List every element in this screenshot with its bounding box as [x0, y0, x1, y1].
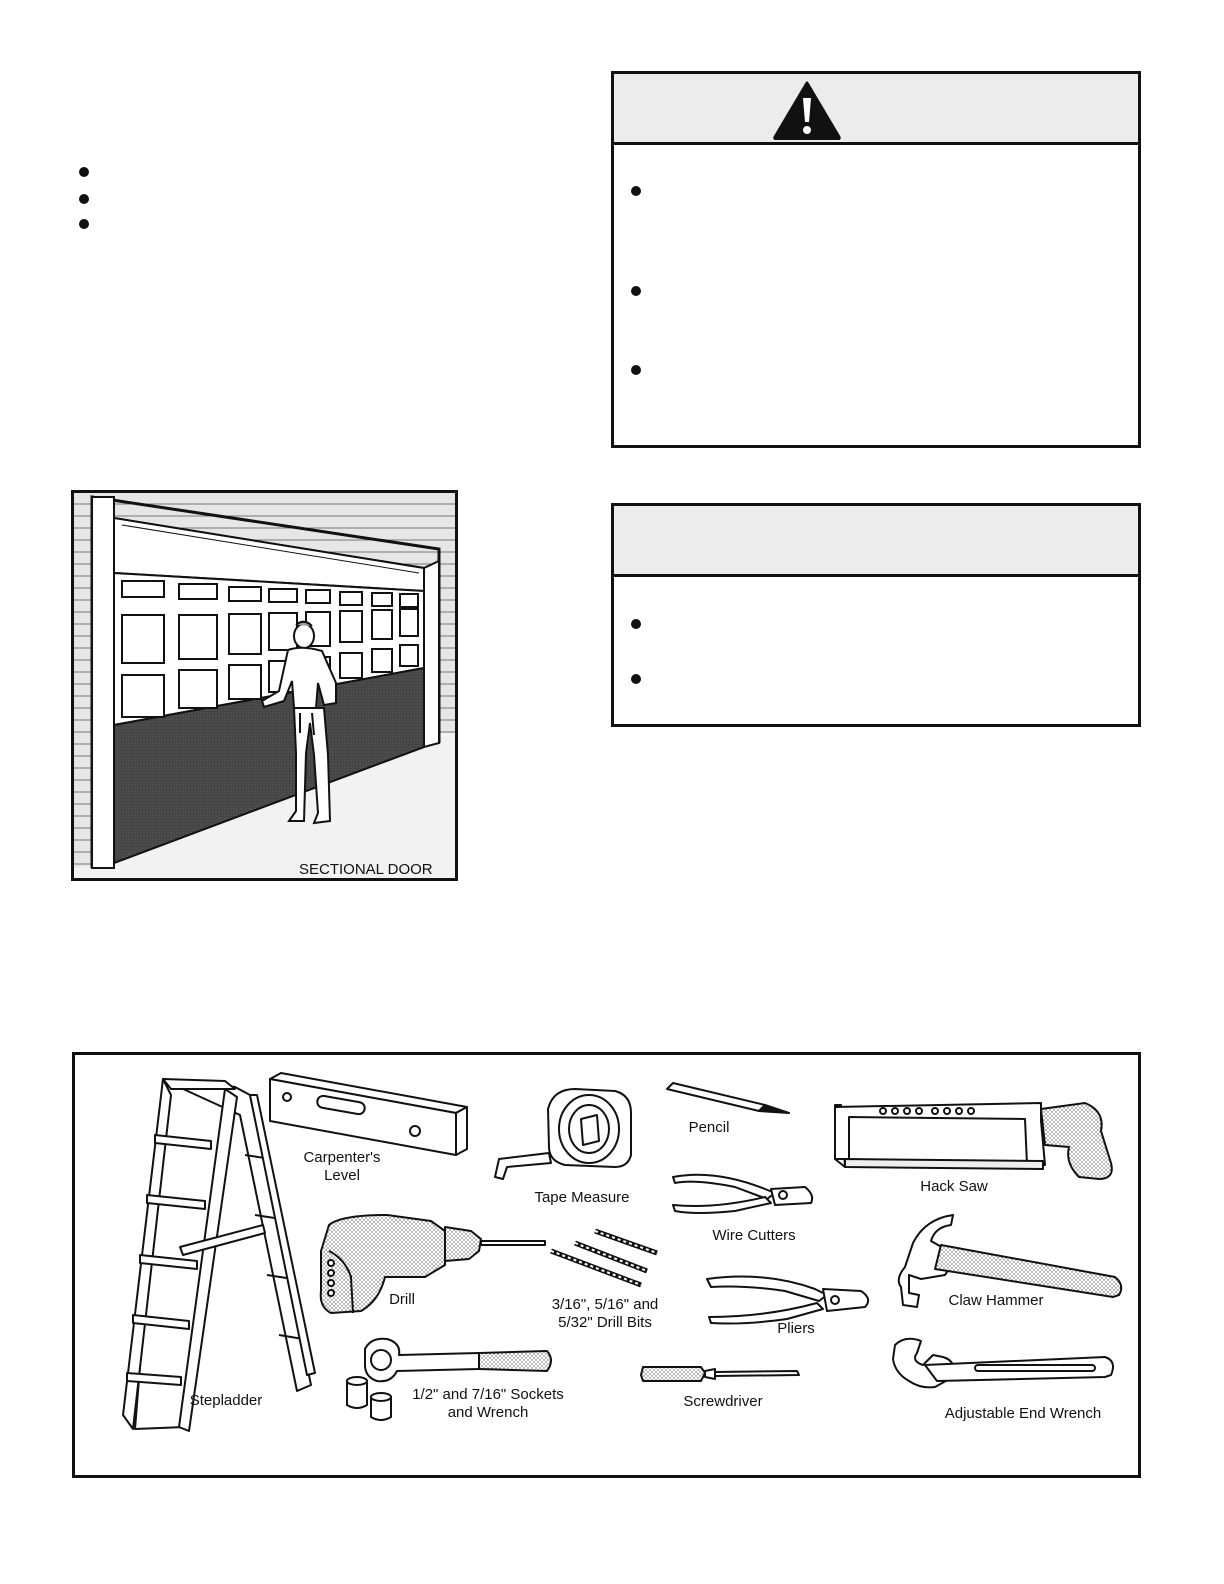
tool-label-adjustable-wrench: Adjustable End Wrench: [944, 1405, 1102, 1422]
bullet-icon: [79, 219, 89, 229]
tool-label-pencil: Pencil: [688, 1119, 730, 1136]
caution-box: [611, 503, 1141, 727]
pencil-icon: [667, 1083, 789, 1113]
warning-box-header: [614, 74, 1138, 145]
warning-box: [611, 71, 1141, 448]
tool-label-hack-saw: Hack Saw: [920, 1178, 988, 1195]
tool-label-drill-bits: 3/16", 5/16" and 5/32" Drill Bits: [551, 1296, 659, 1331]
adjustable-wrench-icon: [893, 1339, 1113, 1388]
tool-label-claw-hammer: Claw Hammer: [948, 1292, 1044, 1309]
sectional-door-figure: [71, 490, 458, 881]
tool-label-sockets-wrench: 1/2" and 7/16" Sockets and Wrench: [412, 1386, 564, 1421]
tool-label-wire-cutters: Wire Cutters: [712, 1227, 796, 1244]
bullet-icon: [631, 186, 641, 196]
drill-bits-icon: [551, 1231, 657, 1285]
tool-label-screwdriver: Screwdriver: [683, 1393, 763, 1410]
warning-triangle-icon: [772, 80, 842, 140]
bullet-icon: [631, 619, 641, 629]
tool-label-carpenters-level: Carpenter's Level: [303, 1149, 381, 1184]
hack-saw-icon: [835, 1103, 1112, 1179]
sectional-door-illustration: [74, 493, 458, 881]
pliers-icon: [707, 1277, 868, 1324]
door-caption: SECTIONAL DOOR: [299, 861, 433, 878]
drill-icon: [321, 1215, 545, 1313]
bullet-icon: [79, 194, 89, 204]
tool-label-stepladder: Stepladder: [189, 1392, 263, 1409]
wire-cutters-icon: [673, 1175, 812, 1213]
tool-label-drill: Drill: [389, 1291, 415, 1308]
tool-label-pliers: Pliers: [777, 1320, 815, 1337]
tool-label-tape-measure: Tape Measure: [534, 1189, 630, 1206]
bullet-icon: [631, 365, 641, 375]
bullet-icon: [631, 674, 641, 684]
carpenters-level-icon: [270, 1073, 467, 1155]
screwdriver-icon: [641, 1367, 799, 1381]
stepladder-icon: [123, 1079, 315, 1431]
bullet-icon: [79, 167, 89, 177]
tools-figure: [72, 1052, 1141, 1478]
caution-box-header: [614, 506, 1138, 577]
bullet-icon: [631, 286, 641, 296]
tape-measure-icon: [495, 1089, 631, 1179]
